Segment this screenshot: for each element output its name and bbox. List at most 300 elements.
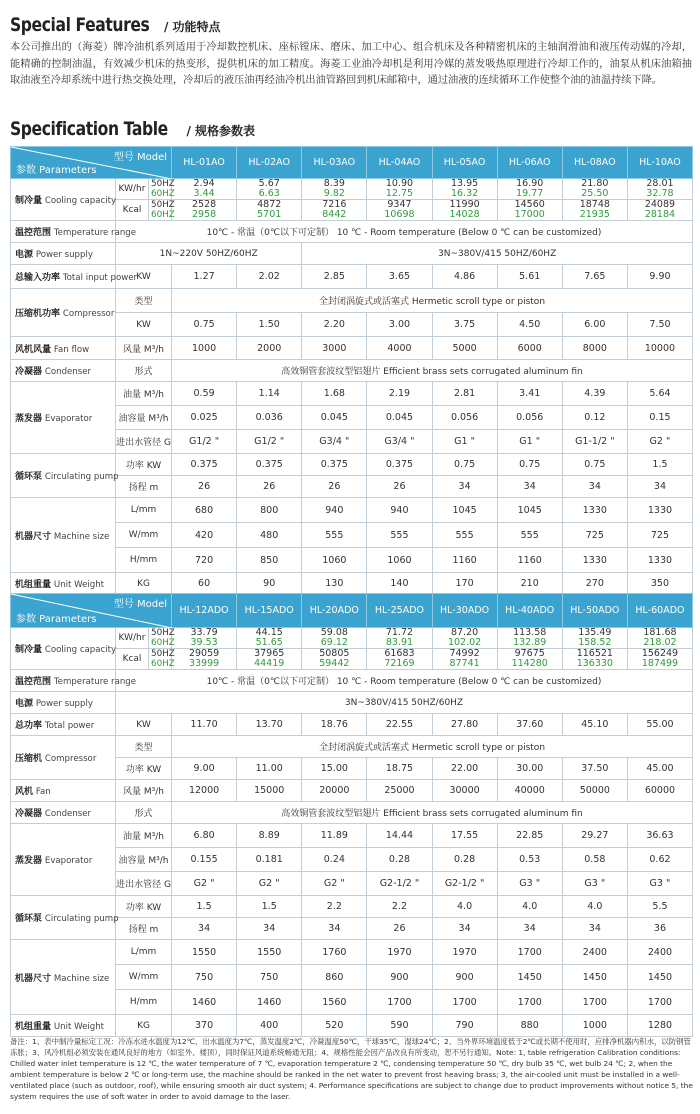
value-cell: 0.375 [367,454,432,476]
model-header: HL-04AO [367,147,432,179]
value-50hz: 116521 [576,648,613,659]
value-cell: 1280 [627,1015,692,1037]
value-cell: 4.0 [497,896,562,918]
power-label-cn: 电源 [15,250,34,260]
unit-cell: KG [116,1015,172,1037]
power-value-single-phase: 1N~220V 50HZ/60HZ [116,243,302,265]
value-50hz: 33.79 [190,627,218,638]
value-cell: G1/2 " [172,430,237,454]
value-cell: 2.02 [237,265,302,289]
value-cell: G1 " [432,430,497,454]
temp-label-en: Temperature range [53,677,137,687]
value-cell: 34 [497,476,562,498]
value-cell: 8.89 [237,824,302,848]
pump-label [11,896,119,940]
unit-cell: 形式 [116,802,172,824]
value-cell: 130 [302,573,367,595]
value-cell: 1970 [432,940,497,965]
value-cell [432,179,497,200]
note-text: 备注：1、表中制冷量标定工况：冷冻水进水温度为12℃，出水温度为7℃，蒸发温度2℃，冷凝温度50℃，干球35℃，湿球24℃；2、当外界环境温度低于2℃或长期不使用时，应排净机器内积水，以防钢管冻胀；3、风冷机组必须安装在通风良好的地方（如室外、楼顶），同时保证风道系统畅通无阻；4、规格性能会因产品改良有所变动，恕不另行通知。Note: 1, table refrigeration Calibration conditions: Chilled water inlet temperature is 12 ℃, the water temperature of 7 ℃, evaporation temperature 2 ℃, condensing temperature 50 ℃, dry bulb 35 ℃, wet bulb 24 ℃; 2, when the ambient temperature is below 2 ℃ or long-term use, the machine should be ranked in the net water to prevent frost heaving brass; 3, the air-cooled unit must be installed in a well-ventilated place (such as outdoor, roof), while ensuring smooth air duct system; 4. Performance specifications are subject to change due to product improvements without notice 5, the system requires the use of soft water in order to avoid damage to the laser. [10,1037,693,1101]
weight-label-en: Unit Weight [53,580,105,590]
value-cell: 1700 [432,990,497,1015]
value-cell: G3 " [627,872,692,896]
weight-label [11,1015,116,1037]
hz60-label: 60HZ [151,659,175,669]
value-50hz: 74992 [449,648,480,659]
hz50-label: 50HZ [151,628,175,638]
value-cell: 9.90 [627,265,692,289]
hz60-label: 60HZ [151,189,175,199]
fan-row [11,780,693,802]
value-cell: 7.50 [627,313,692,337]
cond-label [11,802,116,824]
value-cell: 15000 [237,780,302,802]
model-header: HL-30ADO [432,594,497,628]
value-cell: 0.28 [432,848,497,872]
unit-cell: 油量 M³/h [116,824,172,848]
value-cell [432,200,497,221]
value-cell: 520 [302,1015,367,1037]
spec-title-en: Specification Table [10,118,168,140]
value-cell [172,200,237,221]
unit-cell: KW/hr [116,179,149,200]
value-cell: 720 [172,548,237,573]
value-cell: 26 [367,918,432,940]
unit-cell: Kcal [116,649,149,670]
value-cell: 1700 [497,990,562,1015]
value-cell: 0.58 [562,848,627,872]
value-cell [497,649,562,670]
unit-cell: 形式 [116,360,172,382]
spec-table-1 [10,146,693,595]
cond-label-en: Condenser [44,809,92,819]
pump-pkw-row [11,896,693,918]
fan-label [11,337,116,360]
value-60hz: 69.12 [320,637,348,648]
model-header: HL-20ADO [302,594,367,628]
input-label-cn: 总输入功率 [15,273,61,283]
model-header: HL-60ADO [627,594,692,628]
unit-cell: 油容量 M³/h [116,406,172,430]
value-50hz: 7216 [322,199,347,210]
unit-cell: 进出水管径 G [116,872,172,896]
temp-label-en: Temperature range [53,228,137,238]
value-cell [237,179,302,200]
unit-cell: KW [116,313,172,337]
unit-cell: 功率 KW [116,758,172,780]
value-cell: 270 [562,573,627,595]
value-50hz: 113.58 [513,627,547,638]
value-cell: 170 [432,573,497,595]
value-cell: G2-1/2 " [367,872,432,896]
value-60hz: 9.82 [323,188,345,199]
value-cell: 14.44 [367,824,432,848]
comp-label-en: Compressor [44,754,97,764]
cond-label [11,360,116,382]
value-cell [627,628,692,649]
value-50hz: 2.94 [193,178,215,189]
value-cell [497,179,562,200]
value-cell: 0.75 [497,454,562,476]
value-60hz: 5701 [257,209,282,220]
value-60hz: 114280 [511,658,548,669]
value-cell [497,628,562,649]
unit-cell: KW [116,265,172,289]
value-60hz: 17000 [514,209,545,220]
size-label-en: Machine size [53,531,110,542]
value-60hz: 136330 [576,658,613,669]
hz60-label: 60HZ [151,210,175,220]
fan-label-en: Fan [35,787,51,797]
value-cell: 1970 [367,940,432,965]
value-cell: 2.81 [432,382,497,406]
value-cell [562,179,627,200]
input-label [11,714,116,736]
value-cell [562,200,627,221]
power-value: 3N~380V/415 50HZ/60HZ [116,692,693,714]
parameters-label: 参数 Parameters [16,614,97,625]
pump-label-cn: 循环泵 [15,472,43,482]
model-label: 型号 Model [113,152,168,163]
unit-cell: KW/hr [116,628,149,649]
value-cell: 790 [432,1015,497,1037]
value-cell: 5.61 [497,265,562,289]
cooling-label-cn: 制冷量 [15,645,43,655]
pump-label [11,454,119,498]
value-cell: 22.00 [432,758,497,780]
value-cell: 34 [302,918,367,940]
value-cell: 4.0 [432,896,497,918]
condenser-value: 高效铜管套波纹型铝翅片 Efficient brass sets corrugated aluminum fin [172,360,693,382]
unit-cell: 风量 M³/h [116,780,172,802]
pump-label-en: Circulating pump [44,472,119,482]
compressor-type-row [11,736,693,758]
value-cell [367,649,432,670]
value-50hz: 181.68 [643,627,677,638]
model-header: HL-06AO [497,147,562,179]
value-60hz: 32.78 [646,188,674,199]
header-row [11,147,693,179]
value-cell: 4.0 [562,896,627,918]
value-cell: 0.59 [172,382,237,406]
value-50hz: 44.15 [255,627,283,638]
unit-cell: 风量 M³/h [116,337,172,360]
size-label-cn: 机器尺寸 [15,973,52,984]
cond-label-cn: 冷凝器 [15,367,43,377]
value-cell: 0.056 [497,406,562,430]
value-cell: 0.62 [627,848,692,872]
fan-label-en: Fan flow [53,344,90,355]
value-cell: 60000 [627,780,692,802]
value-cell: 13.70 [237,714,302,736]
value-50hz: 61683 [384,648,415,659]
value-50hz: 8.39 [323,178,345,189]
size-label [11,498,116,573]
value-cell [302,179,367,200]
evap-label [11,824,116,896]
unit-cell: 油容量 M³/h [116,848,172,872]
value-cell: G2 " [237,872,302,896]
value-cell [237,628,302,649]
value-cell: 9.00 [172,758,237,780]
value-cell [627,200,692,221]
value-cell: 18.76 [302,714,367,736]
value-cell [627,179,692,200]
value-cell: 1550 [172,940,237,965]
value-60hz: 102.02 [447,637,482,648]
value-60hz: 25.50 [581,188,609,199]
value-cell: 20000 [302,780,367,802]
cooling-label [11,628,116,670]
value-cell: 0.75 [172,313,237,337]
value-cell [367,628,432,649]
value-cell: 45.10 [562,714,627,736]
value-cell: 1060 [302,548,367,573]
value-cell: 1330 [627,548,692,573]
intro-paragraph: 本公司推出的（海菱）牌冷油机系列适用于冷却数控机床、座标镗床、磨床、加工中心、组合机床及各种精密机床的主轴润滑油和液压传动媒的冷却，能精确的控制油温，有效减少机床的热变形，提供机床的加工精度。海菱工业油冷却机是利用冷媒的蒸发吸热原理进行冷却工作的，油泵从机床油箱抽取油液至冷却系统中进行热交换处理，冷却后的液压油再经油冷机出油管路回到机床邮箱中，通过油液的连续循环工作使整个油的油温持续下降。 [10,42,692,86]
value-cell: 2000 [237,337,302,360]
value-cell: G2 " [627,430,692,454]
value-60hz: 187499 [641,658,679,669]
value-cell [302,649,367,670]
comp-label [11,289,116,337]
value-cell: 4.86 [432,265,497,289]
value-60hz: 21935 [579,209,610,220]
evaporator-oil-row [11,382,693,406]
value-cell: G3/4 " [302,430,367,454]
value-cell: 34 [562,918,627,940]
value-cell: 3000 [302,337,367,360]
value-60hz: 87741 [449,658,480,669]
fan-row [11,337,693,360]
value-60hz: 72169 [384,658,415,669]
comp-label [11,736,116,780]
value-cell: 1160 [497,548,562,573]
value-cell: 1700 [562,990,627,1015]
value-cell: 0.375 [172,454,237,476]
input-label-cn: 总功率 [15,721,43,731]
value-cell: 0.24 [302,848,367,872]
unit-cell: KW [116,714,172,736]
value-cell [367,200,432,221]
value-cell: 5.64 [627,382,692,406]
value-cell: 1460 [237,990,302,1015]
value-cell: 0.75 [432,454,497,476]
value-50hz: 135.49 [578,627,612,638]
value-cell: 15.00 [302,758,367,780]
input-label-en: Total input power [62,273,138,283]
value-60hz: 2958 [191,209,217,220]
hz-cell [149,179,175,200]
model-header: HL-10AO [627,147,692,179]
cooling-label [11,179,116,221]
value-60hz: 83.91 [385,637,414,648]
unit-cell: H/mm [116,990,172,1015]
evap-label-en: Evaporator [44,856,93,866]
weight-label [11,573,116,595]
size-l-row [11,498,693,523]
value-cell: 1700 [497,940,562,965]
value-cell: 1560 [302,990,367,1015]
temp-label [11,670,137,692]
value-50hz: 28.01 [646,178,674,189]
value-cell: 1060 [367,548,432,573]
value-cell: 1.68 [302,382,367,406]
size-label-en: Machine size [53,973,110,984]
value-cell: 0.375 [237,454,302,476]
value-cell: 940 [367,498,432,523]
value-cell: 1045 [432,498,497,523]
value-cell: 0.155 [172,848,237,872]
model-header: HL-15ADO [237,594,302,628]
header-corner [11,147,172,179]
weight-label-en: Unit Weight [53,1022,105,1032]
value-cell: 4.39 [562,382,627,406]
value-cell: 370 [172,1015,237,1037]
value-cell: 11.89 [302,824,367,848]
unit-cell: L/mm [116,940,172,965]
value-cell: G2 " [302,872,367,896]
value-cell: 725 [562,523,627,548]
input-label [11,265,138,289]
value-cell [302,200,367,221]
value-cell: G2-1/2 " [432,872,497,896]
value-cell [497,200,562,221]
parameters-label: 参数 Parameters [16,165,97,176]
value-cell: 34 [497,918,562,940]
value-cell: 1700 [367,990,432,1015]
value-60hz: 10698 [384,209,415,220]
value-cell: 1.5 [172,896,237,918]
weight-row [11,1015,693,1037]
value-cell: 1.50 [237,313,302,337]
hz50-label: 50HZ [151,179,175,189]
value-cell: 0.12 [562,406,627,430]
unit-cell: Kcal [116,200,149,221]
header-row [11,594,693,628]
value-cell [172,179,237,200]
value-cell: 11.70 [172,714,237,736]
cooling-label-cn: 制冷量 [15,196,43,206]
value-cell: 40000 [497,780,562,802]
weight-label-cn: 机组重量 [15,1022,52,1032]
value-50hz: 9347 [387,199,412,210]
unit-cell: W/mm [116,523,172,548]
temp-label-cn: 温控范围 [15,677,52,687]
value-cell: 860 [302,965,367,990]
value-cell [432,649,497,670]
value-cell: 0.15 [627,406,692,430]
unit-cell: 类型 [116,289,172,313]
unit-cell: L/mm [116,498,172,523]
value-cell: 590 [367,1015,432,1037]
value-cell: 555 [302,523,367,548]
value-cell: 750 [172,965,237,990]
value-60hz: 158.52 [578,637,612,648]
value-cell: 1.14 [237,382,302,406]
pump-label-cn: 循环泵 [15,914,43,924]
features-title-zh: / 功能特点 [164,20,221,34]
value-cell: 725 [627,523,692,548]
model-header: HL-01AO [172,147,237,179]
model-header: HL-02AO [237,147,302,179]
value-cell: 1045 [497,498,562,523]
value-cell: 800 [237,498,302,523]
cooling-label-en: Cooling capacity [44,645,117,655]
value-50hz: 14560 [514,199,545,210]
comp-label-en: Compressor [62,309,115,319]
value-cell: 350 [627,573,692,595]
features-heading [10,14,221,36]
value-cell [367,179,432,200]
value-60hz: 218.02 [643,637,677,648]
value-cell: G3 " [562,872,627,896]
fan-label-cn: 风机 [15,787,34,797]
value-cell [627,649,692,670]
hz60-label: 60HZ [151,638,175,648]
value-cell: 6.00 [562,313,627,337]
value-cell: 37.60 [497,714,562,736]
value-cell: 12000 [172,780,237,802]
value-50hz: 21.80 [581,178,609,189]
value-cell: 140 [367,573,432,595]
value-cell: 1000 [562,1015,627,1037]
value-cell: 34 [237,918,302,940]
value-cell: 36 [627,918,692,940]
input-label-en: Total power [44,721,95,731]
spec-title-zh: / 规格参数表 [186,124,255,138]
value-cell: 6.80 [172,824,237,848]
value-cell: 210 [497,573,562,595]
power-row [11,243,693,265]
value-cell: 27.80 [432,714,497,736]
value-cell: 1.5 [237,896,302,918]
hz-cell [149,628,175,649]
temperature-value: 10℃ - 常温（0℃以下可定制） 10 ℃ - Room temperature (Below 0 ℃ can be customized) [116,221,693,243]
evaporator-oil-row [11,824,693,848]
value-cell: 1760 [302,940,367,965]
value-cell: 34 [432,918,497,940]
value-cell: 2.19 [367,382,432,406]
value-cell: 34 [172,918,237,940]
value-cell: 1330 [562,548,627,573]
condenser-row [11,360,693,382]
cond-label-en: Condenser [44,367,92,377]
value-cell: 900 [432,965,497,990]
hz50-label: 50HZ [151,200,175,210]
value-cell: 1700 [627,990,692,1015]
value-50hz: 16.90 [516,178,544,189]
pump-label-en: Circulating pump [44,914,119,924]
value-cell: 34 [562,476,627,498]
value-cell: 45.00 [627,758,692,780]
value-60hz: 59442 [319,658,350,669]
value-50hz: 24089 [644,199,676,210]
unit-cell: 功率 KW [116,454,172,476]
temperature-row [11,670,693,692]
temp-label-cn: 温控范围 [15,228,52,238]
value-cell: 5000 [432,337,497,360]
value-50hz: 5.67 [258,178,280,189]
value-50hz: 11990 [449,199,480,210]
value-50hz: 2528 [191,199,217,210]
weight-row [11,573,693,595]
value-cell: 11.00 [237,758,302,780]
cooling-kw-row [11,628,693,649]
value-cell: 0.181 [237,848,302,872]
value-cell: 1450 [627,965,692,990]
value-60hz: 12.75 [385,188,414,199]
